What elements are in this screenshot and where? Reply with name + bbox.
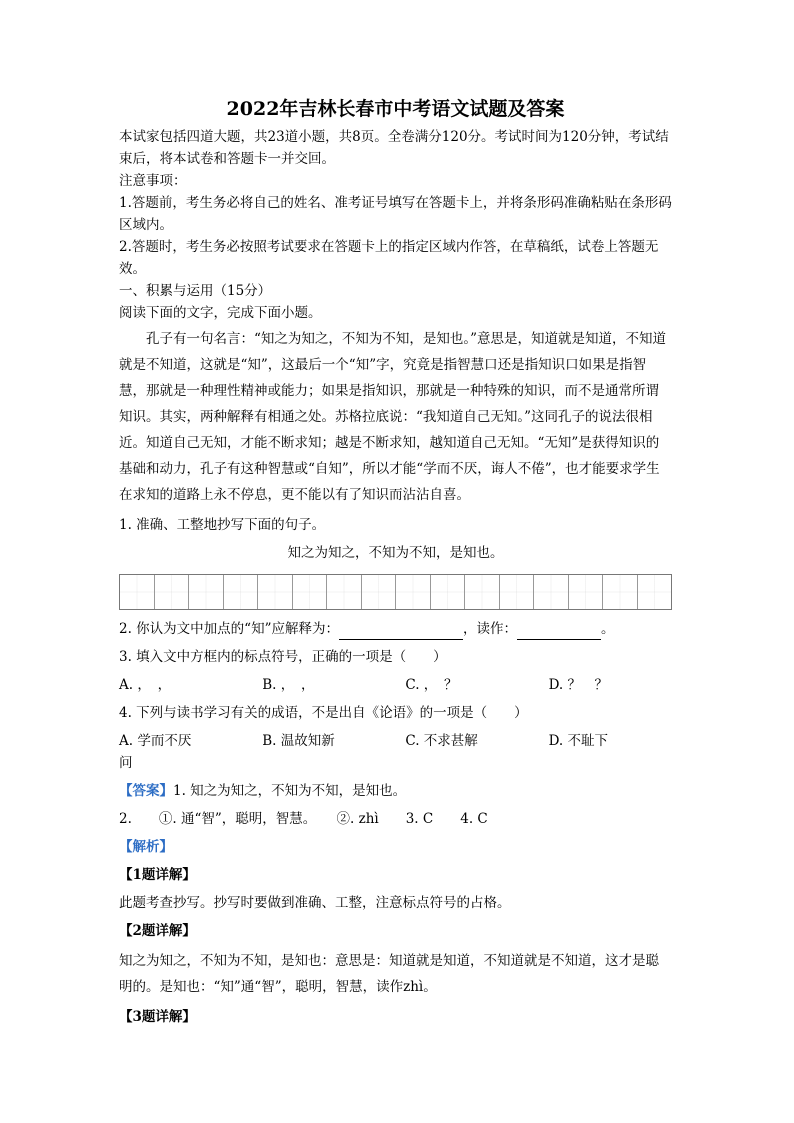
grid-cell <box>362 575 397 609</box>
question-2-end: 。 <box>600 621 615 637</box>
section-heading: 一、积累与运用（15分） <box>119 283 272 299</box>
option-c: C. ， ？ <box>405 677 458 693</box>
detail-1-heading: 【1题详解】 <box>119 867 196 883</box>
grid-cell <box>120 575 155 609</box>
question-2-read: ，读作： <box>462 621 517 637</box>
detail-2-heading: 【2题详解】 <box>119 923 196 939</box>
grid-cell <box>500 575 535 609</box>
question-2-text: 2. 你认为文中加点的“知”应解释为： <box>119 621 339 637</box>
question-4-options <box>119 730 672 752</box>
grid-cell <box>431 575 466 609</box>
note-2: 2.答题时，考生务必按照考试要求在答题卡上的指定区域内作答，在草稿纸，试卷上答题无效。 <box>119 239 659 277</box>
exam-intro: 本试家包括四道大题，共23道小题，共8页。全卷满分120分。考试时间为120分钟，考试结束后，将本试卷和答题卡一并交回。 <box>119 129 669 167</box>
grid-cell <box>396 575 431 609</box>
answer-1: 1. 知之为知之，不知为不知，是知也。 <box>173 783 407 799</box>
grid-cell <box>224 575 259 609</box>
answer-tag: 【答案】 <box>119 783 173 799</box>
grid-cell <box>155 575 190 609</box>
grid-cell <box>465 575 500 609</box>
option-b: B. ， ， <box>262 677 315 693</box>
grid-cell <box>603 575 638 609</box>
grid-cell <box>534 575 569 609</box>
grid-cell <box>258 575 293 609</box>
option-c: C. 不求甚解 <box>405 733 478 749</box>
writing-grid <box>119 574 672 610</box>
page-title: 2022年吉林长春市中考语文试题及答案 <box>226 98 565 120</box>
analysis-tag: 【解析】 <box>119 839 173 855</box>
option-d: D. ？ ？ <box>548 677 608 693</box>
detail-3-heading: 【3题详解】 <box>119 1009 196 1025</box>
meaning-blank <box>339 623 463 640</box>
grid-cell <box>327 575 362 609</box>
question-3: 3. 填入文中方框内的标点符号，正确的一项是（ ） <box>119 649 447 665</box>
reading-instruction: 阅读下面的文字，完成下面小题。 <box>119 305 322 321</box>
question-4: 4. 下列与读书学习有关的成语，不是出自《论语》的一项是（ ） <box>119 705 528 721</box>
grid-cell <box>569 575 604 609</box>
question-3-options <box>119 674 672 696</box>
document-page <box>119 96 672 1028</box>
reading-passage: 孔子有一句名言：“知之为知之，不知为不知，是知也。”意思是，知道就是知道，不知道就是不知道，这就是“知”，这最后一个“知”字，究竟是指智慧口还是指知识口如果是指智慧，那就是一种理性精神或能力；如果是指知识，那就是一种特殊的知识，而不是通常所谓知识。其实，两种解释有相通之处。苏格拉底说：“我知道自己无知。”这同孔子的说法很相近。知道自己无知，才能不断求知；越是不断求知，越知道自己无知。“无知”是获得知识的基础和动力，孔子有这种智慧或“自知”，所以才能“学而不厌，诲人不倦”，也才能要求学生在求知的道路上永不停息，更不能以有了知识而沾沾自喜。 <box>119 331 667 503</box>
grid-cell <box>293 575 328 609</box>
question-1: 1. 准确、工整地抄写下面的句子。 <box>119 517 326 533</box>
notes-heading: 注意事项： <box>119 173 187 189</box>
option-d: D. 不耻下 <box>548 733 608 749</box>
answer-line-1 <box>119 780 672 802</box>
question-2 <box>119 618 672 640</box>
note-1: 1.答题前，考生务必将自己的姓名、准考证号填写在答题卡上，并将条形码准确粘贴在条形码区域内。 <box>119 195 672 233</box>
grid-cell <box>189 575 224 609</box>
option-d-wrap: 问 <box>119 755 133 771</box>
grid-cell <box>638 575 672 609</box>
detail-2-text: 知之为知之，不知为不知，是知也：意思是：知道就是知道，不知道就是不知道，这才是聪明的。是知也：“知”通“智”，聪明，智慧，读作zhì。 <box>119 953 659 995</box>
copy-sentence: 知之为知之，不知为不知，是知也。 <box>287 545 504 561</box>
option-a: A. 学而不厌 <box>119 733 192 749</box>
pronunciation-blank <box>517 623 601 640</box>
detail-1-text: 此题考查抄写。抄写时要做到准确、工整，注意标点符号的占格。 <box>119 895 511 911</box>
option-a: A. ， ， <box>119 677 172 693</box>
option-b: B. 温故知新 <box>262 733 335 749</box>
answer-line-2: 2. ①. 通“智”，聪明，智慧。 ②. zhì 3. C 4. C <box>119 811 488 827</box>
